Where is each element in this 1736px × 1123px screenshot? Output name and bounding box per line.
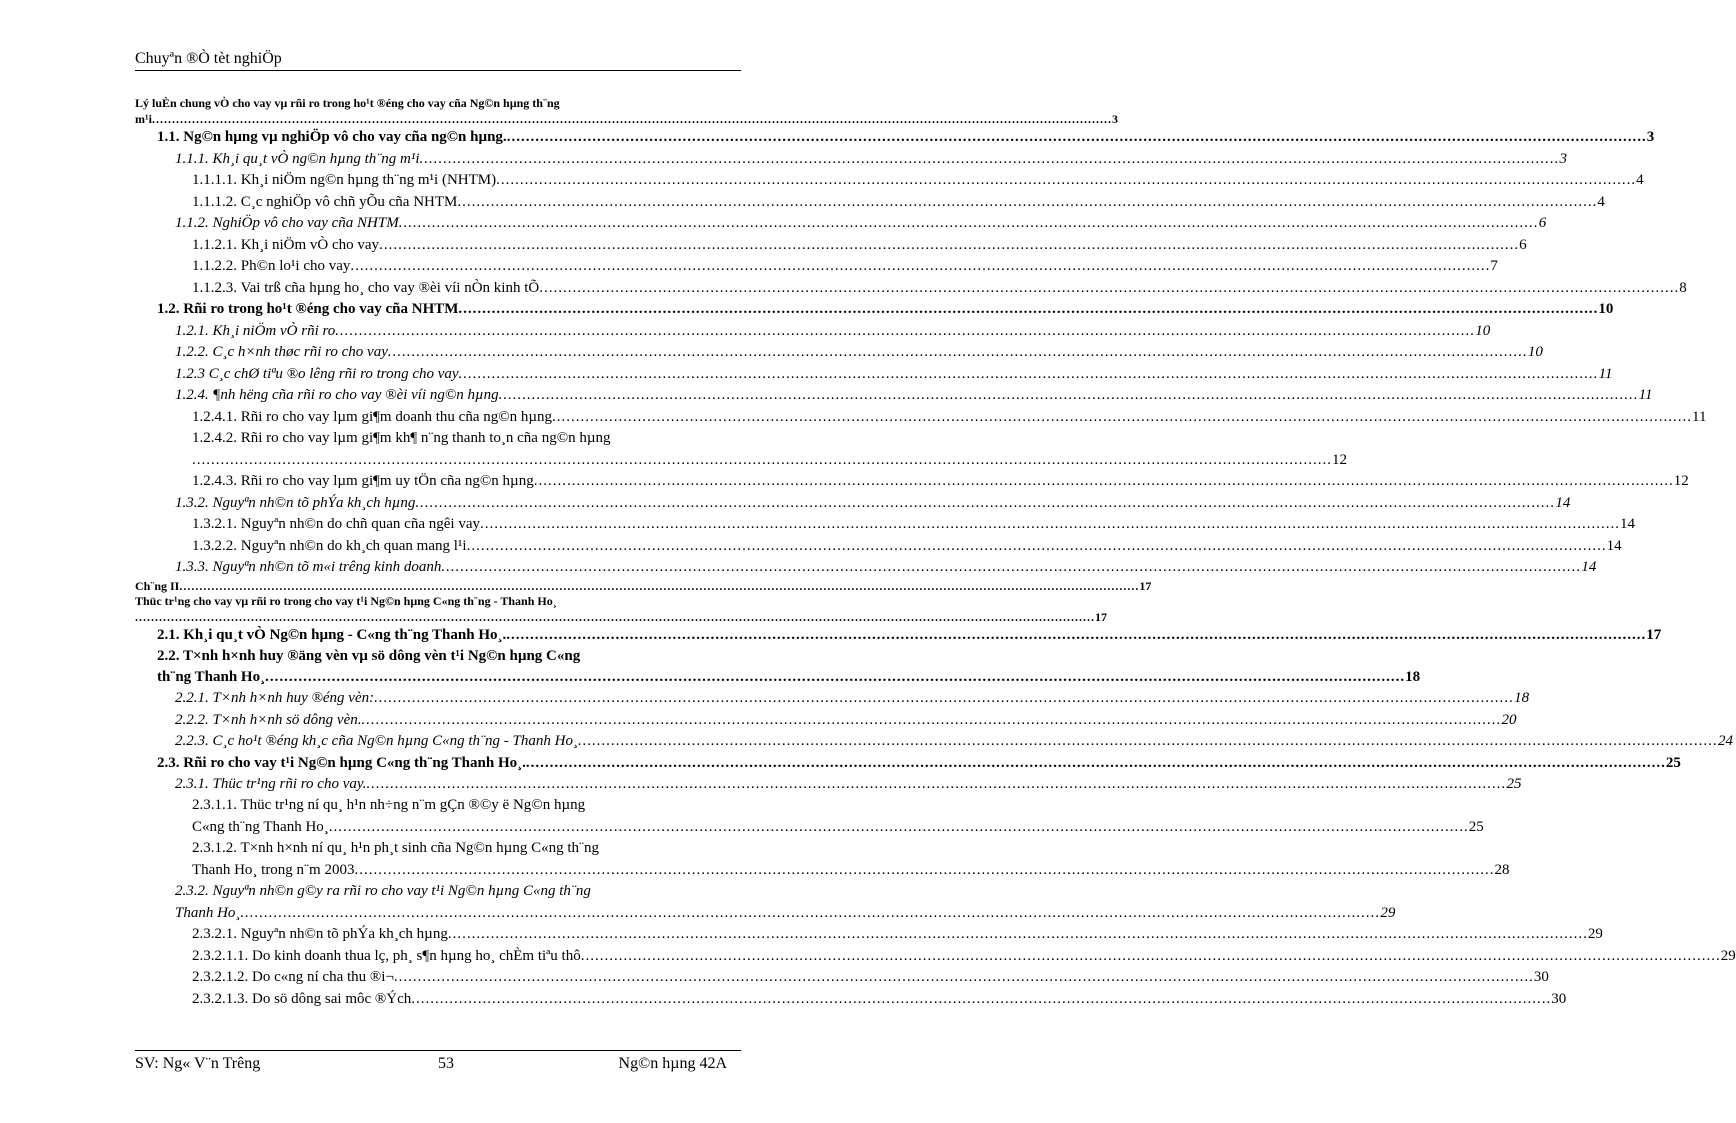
toc-entry[interactable]: 1.3.2. Nguyªn nh©n tõ phÝa kh¸ch hµng ..... 14 — [135, 493, 739, 515]
toc-entry[interactable]: 1.2.4.3. Rñi ro cho vay lµm gi¶m uy tÖn cña ng©n hµng ..... 12 — [135, 471, 739, 493]
toc-entry[interactable]: 1.1.2. NghiÖp vô cho vay cña NHTM ..... 6 — [135, 213, 739, 235]
toc-entry[interactable]: 1.3.2.1. Nguyªn nh©n do chñ quan cña ngêi vay ..... 14 — [135, 514, 739, 536]
toc-entry[interactable]: 2.2.1. T×nh h×nh huy ®éng vèn: ..... 18 — [135, 688, 739, 710]
toc-entry[interactable]: th¨ng Thanh Ho¸ ..... 18 — [135, 667, 739, 688]
toc-entry[interactable]: ..... 12 — [135, 450, 739, 472]
toc-entry[interactable]: 2.3.1. Thüc tr¹ng rñi ro cho vay. ..... 25 — [135, 774, 739, 796]
footer-rule — [135, 1050, 741, 1051]
header-rule — [135, 70, 741, 71]
toc-entry[interactable]: 2.2.2. T×nh h×nh sö dông vèn. ..... 20 — [135, 710, 739, 732]
toc-entry[interactable]: 2.3.2.1. Nguyªn nh©n tõ phÝa kh¸ch hµng ..... 29 — [135, 924, 739, 946]
toc-entry[interactable]: 2.3.2.1.3. Do sö dông sai môc ®Ých ..... 30 — [135, 989, 739, 1011]
toc-intro-line1: Lý luÈn chung vÒ cho vay vµ rñi ro trong ho¹t ®éng cho vay cña Ng©n hµng th¨ng — [135, 96, 560, 110]
toc-entry[interactable]: ..... 17 — [135, 610, 739, 626]
toc-intro[interactable] — [135, 111, 1118, 128]
running-footer — [135, 1055, 741, 1077]
toc-entry-line1: 1.2.4.2. Rñi ro cho vay lµm gi¶m kh¶ n¨ng thanh to¸n cña ng©n hµng — [192, 430, 611, 446]
toc-entry[interactable]: 1.2. Rñi ro trong ho¹t ®éng cho vay cña NHTM ..... 10 — [135, 299, 739, 321]
toc-chapter[interactable]: Ch¨ng II ..... 17 — [135, 579, 739, 595]
toc-entry[interactable]: 2.3.2.1.1. Do kinh doanh thua lç, ph¸ s¶n hµng ho¸ chÈm tiªu thô ..... 29 — [135, 946, 739, 968]
toc-entry[interactable]: 2.3.2.1.2. Do c«ng ní cha thu ®i¬ ..... 30 — [135, 967, 739, 989]
toc-entry[interactable]: C«ng th¨ng Thanh Ho¸ ..... 25 — [135, 817, 739, 839]
toc-entry[interactable]: 2.2.3. C¸c ho¹t ®éng kh¸c cña Ng©n hµng C«ng th¨ng - Thanh Ho¸ ..... 24 — [135, 731, 739, 753]
toc-entry[interactable]: 1.1.2.2. Ph©n lo¹i cho vay ..... 7 — [135, 256, 739, 278]
footer-class: Ng©n hµng 42A — [618, 1055, 727, 1072]
toc-entry[interactable]: 1.1.2.3. Vai trß cña hµng ho¸ cho vay ®èi víi nÒn kinh tÕ ..... 8 — [135, 278, 739, 300]
toc-page: 3 — [1111, 111, 1118, 126]
toc-entry[interactable]: 1.2.4. ¶nh hëng cña rñi ro cho vay ®èi víi ng©n hµng ..... 11 — [135, 385, 739, 407]
toc-entry-line1: 2.3.2. Nguyªn nh©n g©y ra rñi ro cho vay t¹i Ng©n hµng C«ng th¨ng — [175, 883, 591, 899]
toc-entry[interactable]: 1.2.2. C¸c h×nh thøc rñi ro cho vay ..... 10 — [135, 342, 739, 364]
table-of-contents — [135, 96, 1736, 1010]
page-number: 53 — [438, 1055, 454, 1072]
toc-entry[interactable]: 1.2.4.1. Rñi ro cho vay lµm gi¶m doanh thu cña ng©n hµng ..... 11 — [135, 407, 739, 429]
toc-entry[interactable]: 2.3. Rñi ro cho vay t¹i Ng©n hµng C«ng th¨ng Thanh Ho¸. ..... 25 — [135, 753, 739, 774]
toc-entry-line1: 2.3.1.2. T×nh h×nh ní qu¸ h¹n ph¸t sinh cña Ng©n hµng C«ng th¨ng — [192, 840, 599, 856]
toc-entry[interactable]: 1.1.2.1. Kh¸i niÖm vÒ cho vay ..... 6 — [135, 235, 739, 257]
toc-entry-line1: 2.3.1.1. Thüc tr¹ng ní qu¸ h¹n nh÷ng n¨m gÇn ®©y ë Ng©n hµng — [192, 797, 586, 813]
toc-entry[interactable]: 1.1.1. Kh¸i qu¸t vÒ ng©n hµng th¨ng m¹i ..... 3 — [135, 149, 739, 171]
toc-entry[interactable]: 1.2.3 C¸c chØ tiªu ®o lêng rñi ro trong cho vay ..... 11 — [135, 364, 739, 386]
toc-entry-line1: 2.2. T×nh h×nh huy ®äng vèn vµ sö dông vèn t¹i Ng©n hµng C«ng — [157, 648, 581, 664]
toc-entry[interactable]: 2.1. Kh¸i qu¸t vÒ Ng©n hµng - C«ng th¨ng Thanh Ho¸. ..... 17 — [135, 625, 739, 646]
footer-author: SV: Ng« V¨n Trêng — [135, 1055, 261, 1072]
toc-entry[interactable]: Thanh Ho¸ ..... 29 — [135, 903, 739, 925]
toc-entry[interactable]: 1.3.2.2. Nguyªn nh©n do kh¸ch quan mang l¹i ..... 14 — [135, 536, 739, 558]
toc-entry[interactable]: Thanh Ho¸ trong n¨m 2003 ..... 28 — [135, 860, 739, 882]
toc-entry[interactable]: 1.3.3. Nguyªn nh©n tõ m«i trêng kinh doanh ..... 14 — [135, 557, 739, 579]
toc-entry[interactable]: 1.1. Ng©n hµng vµ nghiÖp vô cho vay cña ng©n hµng. ..... 3 — [135, 127, 739, 149]
toc-intro-line2: m¹i — [135, 111, 152, 126]
toc-entry[interactable]: 1.2.1. Kh¸i niÖm vÒ rñi ro ..... 10 — [135, 321, 739, 343]
toc-entry[interactable]: 1.1.1.1. Kh¸i niÖm ng©n hµng th¨ng m¹i (NHTM) ..... 4 — [135, 170, 739, 192]
toc-entry[interactable]: 1.1.1.2. C¸c nghiÖp vô chñ yÕu cña NHTM ..... 4 — [135, 192, 739, 214]
leader-dots — [152, 112, 1112, 128]
toc-chapter-title: Thüc tr¹ng cho vay vµ rñi ro trong cho vay t¹i Ng©n hµng C«ng th¨ng - Thanh Ho¸ — [135, 594, 557, 608]
running-header: Chuyªn ®Ò tèt nghiÖp — [135, 50, 282, 67]
